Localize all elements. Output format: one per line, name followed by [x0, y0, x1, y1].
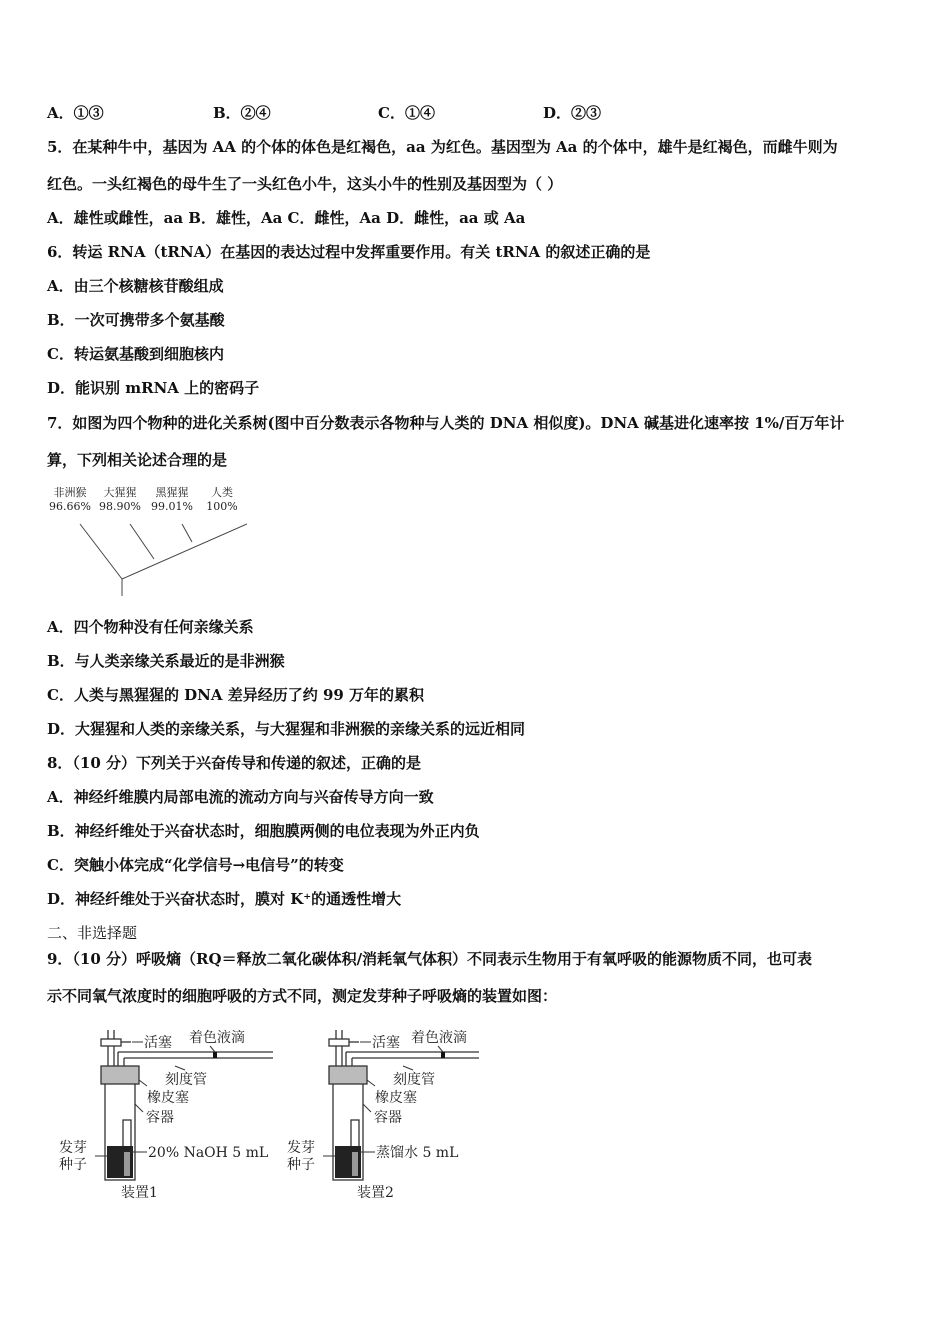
q8-option-b: B．神经纤维处于兴奋状态时，细胞膜两侧的电位表现为外正内负 — [47, 822, 480, 840]
q7-option-c: C．人类与黑猩猩的 DNA 差异经历了约 99 万年的累积 — [47, 686, 425, 704]
q8-option-a: A．神经纤维膜内局部电流的流动方向与兴奋传导方向一致 — [47, 788, 434, 806]
droplet-label: 着色液滴 — [189, 1030, 245, 1046]
q6-option-b: B．一次可携带多个氨基酸 — [47, 311, 225, 329]
stopcock-label: 活塞 — [372, 1035, 400, 1051]
solution-label: 20% NaOH 5 mL — [148, 1145, 269, 1161]
seeds-label-2: 种子 — [59, 1157, 87, 1173]
q8-option-d: D．神经纤维处于兴奋状态时，膜对 K⁺的通透性增大 — [47, 890, 402, 908]
q8-stem: 8．（10 分）下列关于兴奋传导和传递的叙述，正确的是 — [47, 754, 422, 772]
q6-option-c: C．转运氨基酸到细胞核内 — [47, 345, 224, 363]
q5-stem-line2: 红色。一头红褐色的母牛生了一头红色小牛，这头小牛的性别及基因型为（ ） — [47, 175, 563, 193]
apparatus-1-figure — [55, 1022, 285, 1204]
tree-species-4: 人类 — [211, 486, 233, 499]
q5-options: A．雄性或雌性，aa B．雄性，Aa C．雌性，Aa D．雌性，aa 或 Aa — [47, 209, 526, 227]
q4-option-c: C．①④ — [378, 104, 435, 122]
apparatus-2-figure — [283, 1022, 513, 1204]
q4-option-a: A．①③ — [47, 104, 104, 122]
colored-droplet — [213, 1052, 217, 1058]
q7-stem-line1: 7．如图为四个物种的进化关系树(图中百分数表示各物种与人类的 DNA 相似度)。DNA 碱基进化速率按 1%/百万年计 — [47, 414, 845, 432]
seeds-label-1: 发芽 — [59, 1140, 87, 1156]
plug-label: 橡皮塞 — [147, 1090, 189, 1106]
q4-option-d: D．②③ — [543, 104, 602, 122]
plug-label: 橡皮塞 — [375, 1090, 417, 1106]
q8-option-c: C．突触小体完成“化学信号→电信号”的转变 — [47, 856, 344, 874]
tree-similarity-2: 98.90% — [99, 500, 141, 513]
apparatus-2-name: 装置2 — [357, 1185, 394, 1201]
section-heading: 二、非选择题 — [47, 924, 138, 942]
apparatus-1-name: 装置1 — [121, 1185, 158, 1201]
q5-stem-line1: 5．在某种牛中，基因为 AA 的个体的体色是红褐色，aa 为红色。基因型为 Aa 的个体中，雄牛是红褐色，而雌牛则为 — [47, 138, 838, 156]
solution-level — [124, 1152, 130, 1176]
q7-stem-line2: 算，下列相关论述合理的是 — [47, 451, 228, 469]
q4-option-b: B．②④ — [213, 104, 271, 122]
droplet-label: 着色液滴 — [411, 1030, 467, 1046]
container-label: 容器 — [146, 1110, 174, 1126]
tree-similarity-1: 96.66% — [49, 500, 91, 513]
tree-similarity-3: 99.01% — [151, 500, 193, 513]
colored-droplet — [441, 1052, 445, 1058]
tube-label: 刻度管 — [165, 1072, 207, 1088]
evolution-tree-figure — [47, 484, 247, 600]
tube-label: 刻度管 — [393, 1072, 435, 1088]
tree-species-2: 大猩猩 — [103, 486, 137, 499]
tree-species-1: 非洲猴 — [53, 486, 87, 499]
container-label: 容器 — [374, 1110, 402, 1126]
q6-option-d: D．能识别 mRNA 上的密码子 — [47, 379, 260, 397]
seeds-label-1: 发芽 — [287, 1140, 315, 1156]
q7-option-d: D．大猩猩和人类的亲缘关系，与大猩猩和非洲猴的亲缘关系的远近相同 — [47, 720, 526, 738]
stopcock-label: 活塞 — [144, 1035, 172, 1051]
q9-stem-line1: 9．（10 分）呼吸熵（RQ＝释放二氧化碳体积/消耗氧气体积）不同表示生物用于有氧呼吸的能源物质不同，也可表 — [47, 950, 813, 968]
q7-option-b: B．与人类亲缘关系最近的是非洲猴 — [47, 652, 285, 670]
q6-option-a: A．由三个核糖核苷酸组成 — [47, 277, 224, 295]
tree-species-3: 黑猩猩 — [155, 486, 189, 499]
q7-option-a: A．四个物种没有任何亲缘关系 — [47, 618, 254, 636]
seeds-label-2: 种子 — [287, 1157, 315, 1173]
solution-label: 蒸馏水 5 mL — [376, 1145, 459, 1161]
q6-stem: 6．转运 RNA（tRNA）在基因的表达过程中发挥重要作用。有关 tRNA 的叙述正确的是 — [47, 243, 651, 261]
tree-branches — [80, 524, 247, 596]
tree-similarity-4: 100% — [206, 500, 238, 513]
q9-stem-line2: 示不同氧气浓度时的细胞呼吸的方式不同，测定发芽种子呼吸熵的装置如图： — [47, 987, 558, 1005]
solution-level — [352, 1152, 358, 1176]
